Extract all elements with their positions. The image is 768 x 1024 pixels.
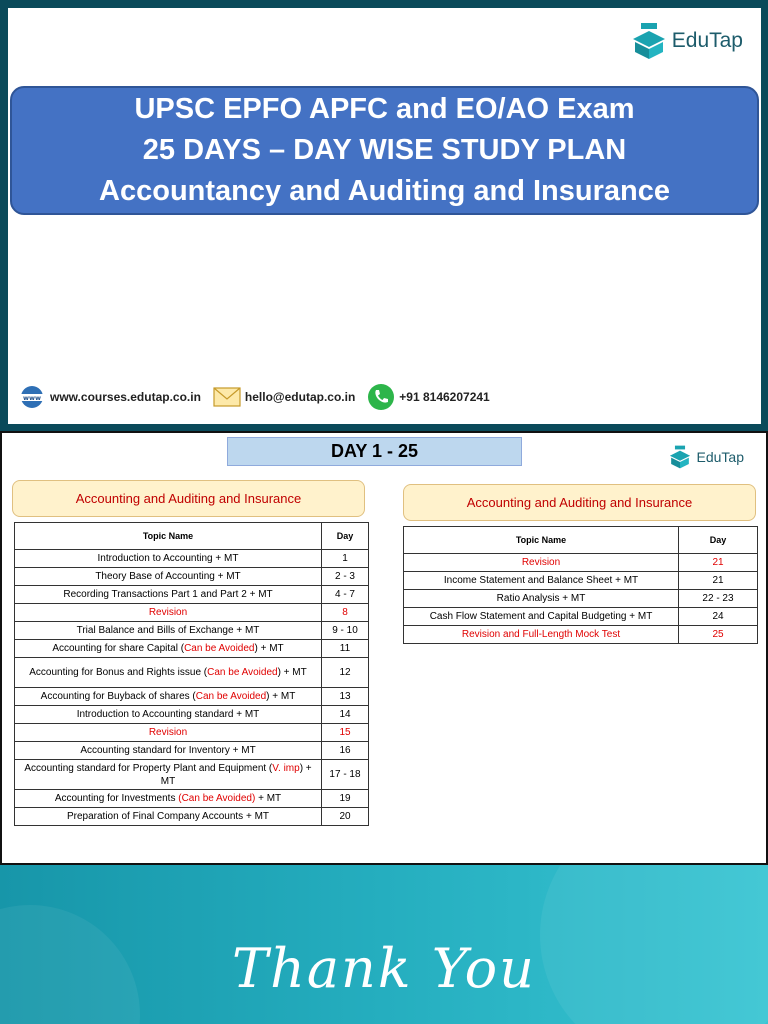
day-cell: 4 - 7	[322, 586, 369, 604]
table-row	[15, 724, 369, 742]
table-row	[15, 550, 369, 568]
day-cell: 1	[322, 550, 369, 568]
phone-icon	[367, 383, 395, 411]
topic-text: Accounting standard for Property Plant and Equipment (	[24, 762, 273, 774]
day-cell: 11	[322, 640, 369, 658]
phone-number[interactable]: +91 8146207241	[399, 390, 490, 404]
topic-cell	[15, 568, 322, 586]
topic-cell	[15, 550, 322, 568]
table-row	[404, 608, 758, 626]
day-cell: 12	[322, 658, 369, 688]
topic-cell	[404, 572, 679, 590]
topic-text: + MT	[255, 793, 282, 804]
topic-cell	[15, 790, 322, 808]
table-row	[15, 760, 369, 790]
day-cell: 2 - 3	[322, 568, 369, 586]
table-header-row	[404, 527, 758, 554]
topic-cell	[404, 554, 679, 572]
topic-text: Trial Balance and Bills of Exchange + MT	[76, 625, 260, 636]
topic-cell	[15, 760, 322, 790]
svg-text:www: www	[22, 394, 42, 402]
topic-text: Revision and Full-Length Mock Test	[461, 629, 621, 640]
topic-cell	[15, 604, 322, 622]
topic-text: Revision	[521, 557, 561, 568]
topic-cell	[15, 706, 322, 724]
table-row	[15, 742, 369, 760]
edutap-logo-icon	[669, 445, 691, 469]
section-title-left: Accounting and Auditing and Insurance	[12, 480, 365, 517]
study-plan-slide	[0, 431, 768, 865]
topic-text: Can be Avoided	[207, 667, 278, 678]
table-row	[15, 790, 369, 808]
column-header-topic: Topic Name	[15, 523, 322, 550]
day-cell: 15	[322, 724, 369, 742]
topic-cell	[15, 724, 322, 742]
topic-text: Introduction to Accounting + MT	[97, 553, 239, 564]
day-cell: 9 - 10	[322, 622, 369, 640]
edutap-logo-icon	[632, 22, 666, 60]
day-cell: 13	[322, 688, 369, 706]
topic-text: V. imp	[272, 762, 300, 774]
day-cell: 20	[322, 808, 369, 826]
table-row	[404, 572, 758, 590]
envelope-icon	[213, 386, 241, 408]
topic-text: Recording Transactions Part 1 and Part 2 + MT	[63, 589, 273, 600]
day-cell: 25	[679, 626, 758, 644]
day-cell: 21	[679, 554, 758, 572]
topic-cell	[404, 590, 679, 608]
topic-text: Introduction to Accounting standard + MT	[76, 709, 260, 720]
topic-text: Income Statement and Balance Sheet + MT	[443, 575, 639, 586]
topic-cell	[15, 658, 322, 688]
table-header-row	[15, 523, 369, 550]
table-row	[15, 640, 369, 658]
thank-you-banner	[0, 865, 768, 1024]
table-row	[404, 626, 758, 644]
table-row	[15, 658, 369, 688]
table-row	[15, 706, 369, 724]
study-plan-table-right	[403, 526, 758, 644]
title-line-1: UPSC EPFO APFC and EO/AO Exam	[134, 93, 635, 125]
topic-text: Preparation of Final Company Accounts + MT	[66, 811, 270, 822]
title-line-3: Accountancy and Auditing and Insurance	[99, 175, 670, 207]
table-row	[404, 590, 758, 608]
topic-text: Accounting for Bonus and Rights issue (	[29, 667, 208, 678]
day-cell: 19	[322, 790, 369, 808]
table-row	[15, 808, 369, 826]
topic-text: Cash Flow Statement and Capital Budgeting + MT	[429, 611, 653, 622]
topic-cell	[15, 586, 322, 604]
topic-cell	[15, 742, 322, 760]
column-header-day: Day	[679, 527, 758, 554]
topic-text: Accounting for share Capital (	[52, 643, 185, 654]
topic-text: Theory Base of Accounting + MT	[95, 571, 241, 582]
day-cell: 21	[679, 572, 758, 590]
topic-cell	[15, 640, 322, 658]
topic-text: Can be Avoided	[184, 643, 255, 654]
topic-text: Ratio Analysis + MT	[496, 593, 586, 604]
day-cell: 16	[322, 742, 369, 760]
contact-bar	[18, 383, 618, 411]
table-row	[15, 604, 369, 622]
topic-cell	[15, 622, 322, 640]
day-cell: 22 - 23	[679, 590, 758, 608]
edutap-logo-small	[669, 445, 744, 469]
email-link[interactable]: hello@edutap.co.in	[244, 390, 356, 404]
www-globe-icon	[18, 385, 46, 409]
website-link[interactable]: www.courses.edutap.co.in	[50, 390, 201, 404]
day-cell: 8	[322, 604, 369, 622]
topic-text: ) + MT	[160, 762, 312, 787]
logo-wordmark: EduTap	[671, 29, 743, 52]
topic-cell	[15, 808, 322, 826]
title-line-2: 25 DAYS – DAY WISE STUDY PLAN	[142, 134, 627, 166]
study-plan-table-left	[14, 522, 369, 826]
topic-text: Can be Avoided	[195, 691, 267, 702]
topic-text: (Can be Avoided)	[178, 793, 256, 804]
logo-wordmark: EduTap	[696, 449, 744, 465]
table-row	[15, 622, 369, 640]
topic-cell	[404, 608, 679, 626]
topic-cell	[404, 626, 679, 644]
day-range-header: DAY 1 - 25	[227, 437, 522, 466]
topic-text: ) + MT	[254, 643, 284, 654]
title-slide	[8, 8, 761, 424]
table-row	[15, 586, 369, 604]
topic-text: Revision	[148, 727, 188, 738]
table-row	[15, 568, 369, 586]
day-cell: 14	[322, 706, 369, 724]
title-banner	[10, 86, 759, 215]
table-row	[15, 688, 369, 706]
topic-text: Accounting for Buyback of shares (	[40, 691, 196, 702]
section-title-right: Accounting and Auditing and Insurance	[403, 484, 756, 521]
topic-cell	[15, 688, 322, 706]
column-header-day: Day	[322, 523, 369, 550]
topic-text: ) + MT	[277, 667, 307, 678]
table-row	[404, 554, 758, 572]
topic-text: Revision	[148, 607, 188, 618]
column-header-topic: Topic Name	[404, 527, 679, 554]
edutap-logo	[632, 22, 743, 60]
day-cell: 17 - 18	[322, 760, 369, 790]
thank-you-text: Thank You	[232, 937, 536, 1000]
topic-text: Accounting for Investments	[54, 793, 179, 804]
day-cell: 24	[679, 608, 758, 626]
topic-text: Accounting standard for Inventory + MT	[80, 745, 256, 756]
topic-text: ) + MT	[266, 691, 296, 702]
